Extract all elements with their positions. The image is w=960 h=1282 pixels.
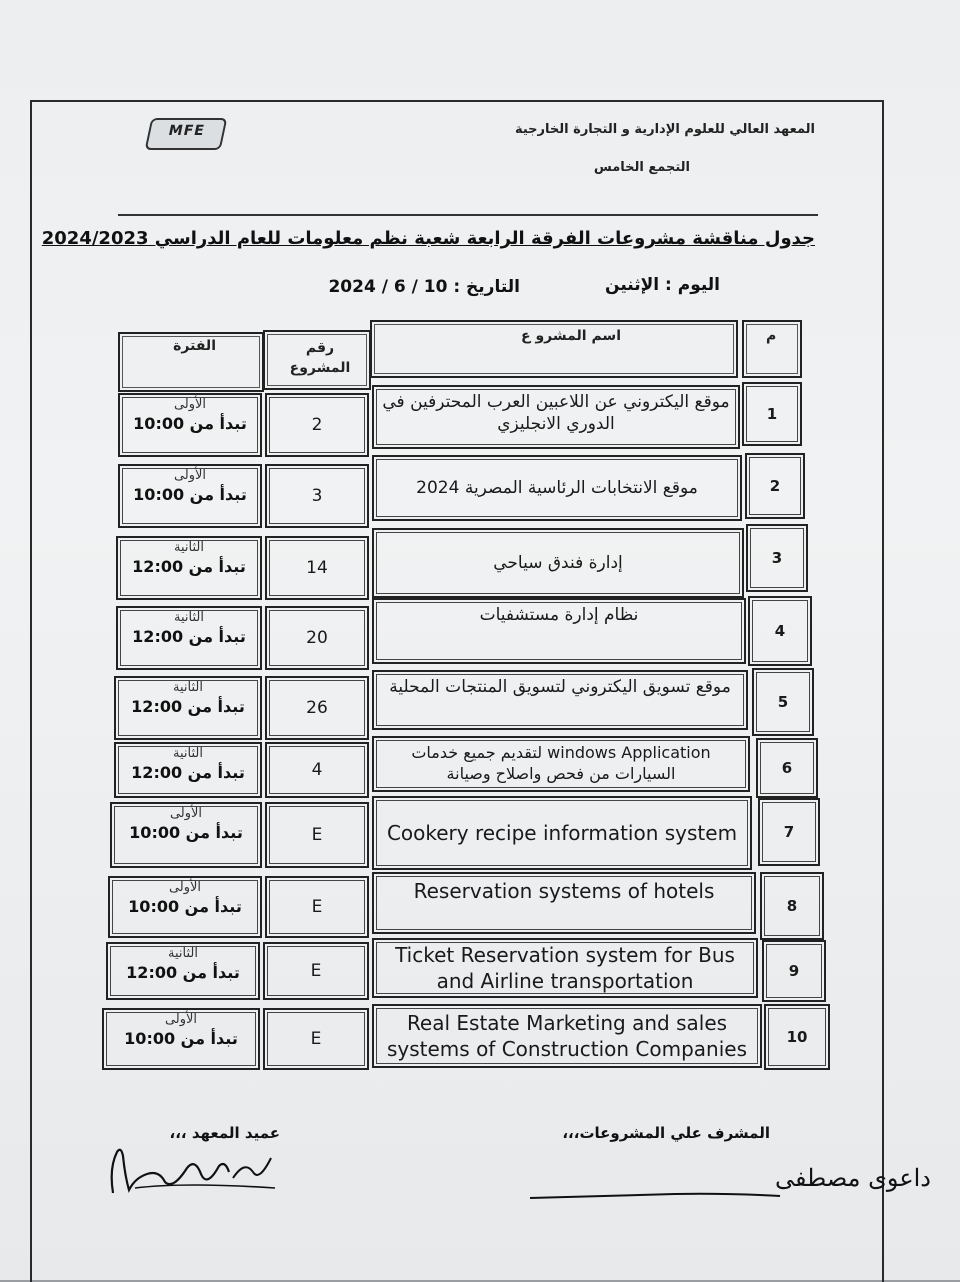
row-2-project-number: 3	[265, 464, 369, 528]
supervisor-label: المشرف علي المشروعات،،،	[562, 1124, 770, 1142]
row-6-project-number: 4	[265, 742, 369, 798]
institute-logo	[145, 118, 228, 150]
header-project-number: رقم المشروع	[263, 330, 371, 390]
row-6-index: 6	[756, 738, 818, 798]
row-3-project-number: 14	[265, 536, 369, 600]
row-9-project-name: Ticket Reservation system for Bus and Airline transportation	[372, 938, 758, 998]
row-1-project-number: 2	[265, 393, 369, 457]
row-8-index: 8	[760, 872, 824, 940]
svg-text:داعوى مصطفى: داعوى مصطفى	[775, 1164, 931, 1192]
dean-signature	[95, 1138, 285, 1213]
row-5-index: 5	[752, 668, 814, 736]
row-9-index: 9	[762, 940, 826, 1002]
row-8-period: الأولى تبدأ من 10:00	[108, 876, 262, 938]
institute-name: المعهد العالي للعلوم الإدارية و التجارة الخارجية	[514, 122, 815, 137]
row-10-period: الأولى تبدأ من 10:00	[102, 1008, 260, 1070]
row-3-index: 3	[746, 524, 808, 592]
row-2-index: 2	[745, 453, 805, 519]
row-4-period: الثانية تبدأ من 12:00	[116, 606, 262, 670]
row-2-project-name: موقع الانتخابات الرئاسية المصرية 2024	[372, 455, 742, 521]
row-5-project-number: 26	[265, 676, 369, 740]
row-5-period: الثانية تبدأ من 12:00	[114, 676, 262, 740]
institute-location: التجمع الخامس	[593, 160, 690, 175]
day-date-line	[300, 275, 720, 305]
row-7-index: 7	[758, 798, 820, 866]
row-2-period: الأولى تبدأ من 10:00	[118, 464, 262, 528]
row-4-project-name: نظام إدارة مستشفيات	[372, 598, 746, 664]
row-7-project-number: E	[265, 802, 369, 868]
row-7-period: الأولى تبدأ من 10:00	[110, 802, 262, 868]
row-10-project-number: E	[263, 1008, 369, 1070]
row-3-project-name: إدارة فندق سياحي	[372, 528, 744, 598]
row-1-index: 1	[742, 382, 802, 446]
row-10-index: 10	[764, 1004, 830, 1070]
row-9-period: الثانية تبدأ من 12:00	[106, 942, 260, 1000]
row-7-project-name: Cookery recipe information system	[372, 796, 752, 870]
header-period: الفترة	[118, 332, 264, 392]
logo-text: MFE	[166, 123, 207, 139]
row-8-project-number: E	[265, 876, 369, 938]
row-3-period: الثانية تبدأ من 12:00	[116, 536, 262, 600]
header-project-name: اسم المشرو ع	[370, 320, 738, 378]
row-5-project-name: موقع تسويق اليكتروني لتسويق المنتجات المحلية	[372, 670, 748, 730]
date-label: التاريخ : 10 / 6 / 2024	[328, 277, 520, 297]
row-4-index: 4	[748, 596, 812, 666]
row-9-project-number: E	[263, 942, 369, 1000]
row-10-project-name: Real Estate Marketing and sales systems of Construction Companies	[372, 1004, 762, 1068]
row-6-period: الثانية تبدأ من 12:00	[114, 742, 262, 798]
supervisor-signature	[525, 1150, 931, 1220]
header-divider	[118, 214, 818, 216]
row-8-project-name: Reservation systems of hotels	[372, 872, 756, 934]
document-title: جدول مناقشة مشروعات الفرقة الرابعة شعبة نظم معلومات للعام الدراسي 2024/2023	[41, 228, 815, 249]
row-1-period: الأولى تبدأ من 10:00	[118, 393, 262, 457]
row-4-project-number: 20	[265, 606, 369, 670]
row-6-project-name: windows Application لتقديم جميع خدمات السيارات من فحص واصلاح وصيانة	[372, 736, 750, 792]
row-1-project-name: موقع اليكتروني عن اللاعبين العرب المحترفين في الدوري الانجليزي	[372, 385, 740, 449]
day-label: اليوم : الإثنين	[605, 275, 720, 295]
dean-label: عميد المعهد ،،،	[169, 1124, 280, 1142]
header-index: م	[742, 320, 802, 378]
